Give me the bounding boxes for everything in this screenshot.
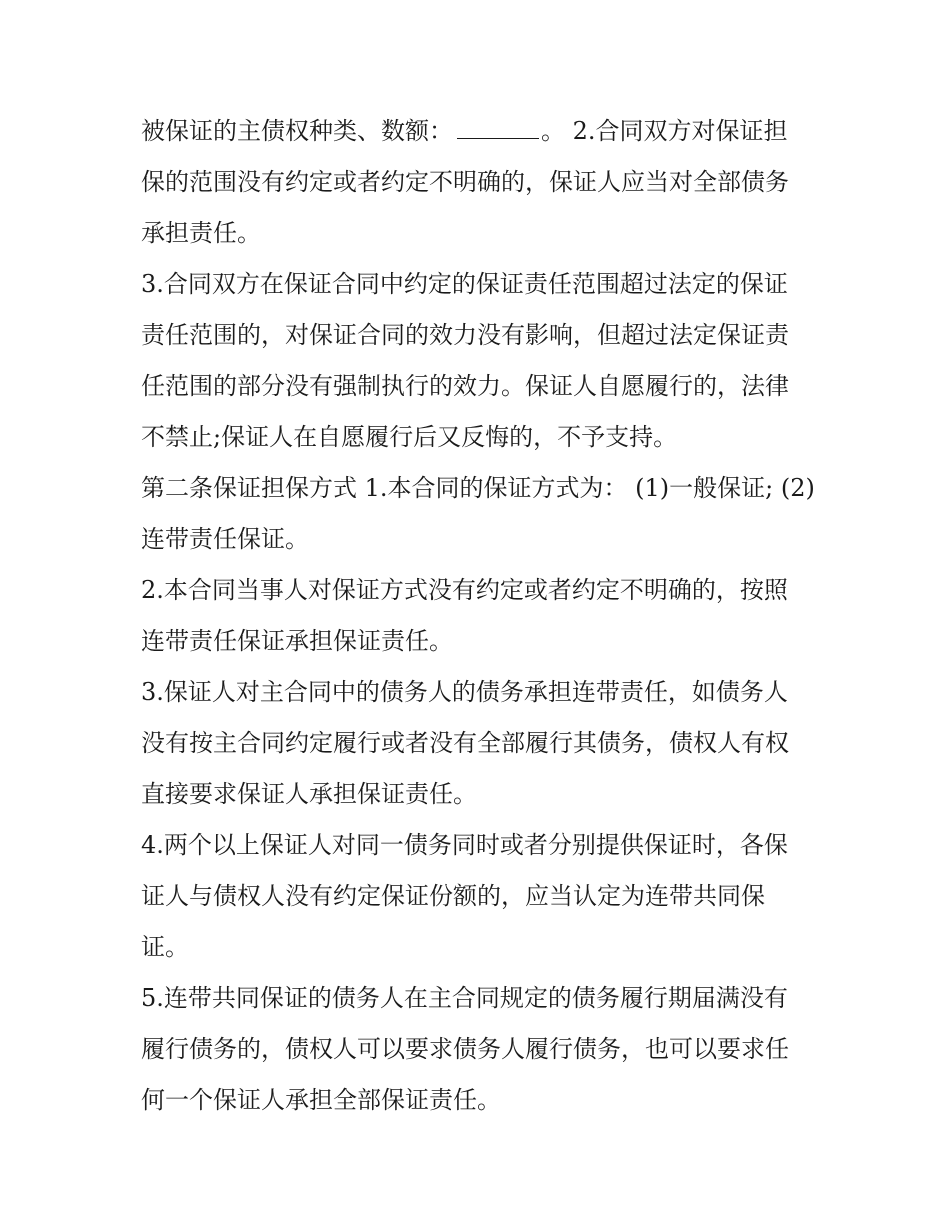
text-line: 何一个保证人承担全部保证责任。 (141, 1086, 501, 1114)
text-line: 责任范围的，对保证合同的效力没有影响，但超过法定保证责 (141, 321, 789, 349)
text-line: 5.连带共同保证的债务人在主合同规定的债务履行期届满没有 (141, 984, 788, 1012)
text-line: 连带责任保证承担保证责任。 (141, 627, 453, 655)
text-line: 证人与债权人没有约定保证份额的，应当认定为连带共同保 (141, 882, 765, 910)
text-line: 3.保证人对主合同中的债务人的债务承担连带责任，如债务人 (141, 678, 788, 706)
text-line: 第二条保证担保方式 1.本合同的保证方式为： (1)一般保证; (2) (141, 474, 815, 502)
text-line: 直接要求保证人承担保证责任。 (141, 780, 477, 808)
text-line: 不禁止;保证人在自愿履行后又反悔的，不予支持。 (141, 423, 678, 451)
text-line: 保的范围没有约定或者约定不明确的，保证人应当对全部债务 (141, 168, 789, 196)
text-line: 承担责任。 (141, 219, 261, 247)
text-line: 3.合同双方在保证合同中约定的保证责任范围超过法定的保证 (141, 270, 788, 298)
text-line: 没有按主合同约定履行或者没有全部履行其债务，债权人有权 (141, 729, 789, 757)
text-line: 履行债务的，债权人可以要求债务人履行债务，也可以要求任 (141, 1035, 789, 1063)
line-text: 。 2.合同双方对保证担 (541, 117, 788, 145)
text-line (141, 108, 821, 159)
text-line: 证。 (141, 933, 189, 961)
line-text: 被保证的主债权种类、数额： (141, 117, 453, 145)
document-body (141, 108, 821, 1128)
blank-fill-line (457, 112, 539, 139)
text-line: 连带责任保证。 (141, 525, 309, 553)
text-line: 2.本合同当事人对保证方式没有约定或者约定不明确的，按照 (141, 576, 788, 604)
text-line: 4.两个以上保证人对同一债务同时或者分别提供保证时，各保 (141, 831, 788, 859)
text-line: 任范围的部分没有强制执行的效力。保证人自愿履行的，法律 (141, 372, 789, 400)
